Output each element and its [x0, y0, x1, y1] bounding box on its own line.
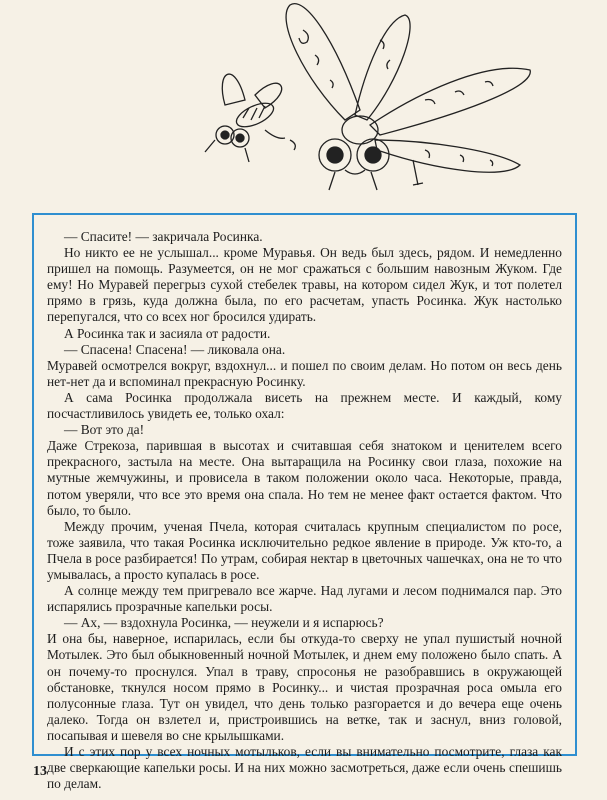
paragraph: А сама Росинка продолжала висеть на прежнем месте. И каждый, кому посчастливилось увидеть ее, только охал:: [47, 389, 562, 422]
paragraph: — Вот это да!: [64, 422, 145, 438]
paragraph: А солнце между тем пригревало все жарче. Над лугами и лесом поднимался пар. Это испарялись прозрачные капельки росы.: [47, 583, 562, 615]
paragraph: — Спасите! — закричала Росинка.: [64, 229, 263, 244]
paragraph: И она бы, наверное, испарилась, если бы откуда-то сверху не упал пушистый ночной Мотылек. Это был обыкновенный ночной Мотылек, и днем ему положено было спать. А он почему-то проснулся. Упал в траву, спросонья не разобравшись в окружающей обстановке, ткнулся носом прямо в Росинку... и чистая прозрачная роса омыла его полусонные глаза. Тут он увидел, что день только разгорается и до вечера еще очень далеко. Тогда он взлетел и, пристроившись на ветке, так и заснул, вниз головой, посапывая и шевеля во сне крылышками.: [47, 631, 562, 743]
story-text: [47, 229, 562, 792]
paragraph: Муравей осмотрелся вокруг, вздохнул... и пошел по своим делам. Но потом он весь день нет-нет да и вспоминал прекрасную Росинку.: [47, 357, 562, 389]
paragraph: — Ах, — вздохнула Росинка, — неужели и я испарюсь?: [64, 615, 384, 631]
paragraph: Между прочим, ученая Пчела, которая считалась крупным специалистом по росе, тоже заявила, что такая Росинка исключительно редкое явление в природе. Уж кто-то, а Пчела в росе разбирается! По утрам, собирая нектар в цветочных чашечках, она не то что умывалась, а просто купалась в росе.: [47, 518, 562, 582]
paragraph: — Спасена! Спасена! — ликовала она.: [64, 341, 286, 357]
insects-illustration: [185, 0, 545, 200]
paragraph: И с этих пор у всех ночных мотыльков, если вы внимательно посмотрите, глаза как две сверкающие капельки росы. И на них можно засмотреться, даже если очень спешишь по делам.: [47, 744, 562, 792]
page-number: 13: [33, 764, 47, 779]
bee-icon: [205, 74, 295, 162]
paragraph: Даже Стрекоза, парившая в высотах и считавшая себя знатоком и ценителем всего прекрасного, застыла на месте. Она вытаращила на Росинку свои глаза, похожие на мутные жемчужины, и провисела в таком положении около часа. Некоторые, правда, потом уверяли, что все это время она спала. Но тем не менее факт остается фактом. Что было, то было.: [47, 438, 562, 518]
paragraph: А Росинка так и засияла от радости.: [64, 325, 271, 341]
dragonfly-icon: [286, 4, 530, 190]
paragraph: Но никто ее не услышал... кроме Муравья. Он ведь был здесь, рядом. И немедленно пришел на помощь. Разумеется, он не мог сражаться с большим навозным Жуком. Где ему! Но Муравей перегрыз сухой стебелек травы, на котором сидел Жук, и тот полетел прямо в грязь, куда должна была, по его расчетам, упасть Росинка. Жук настолько перепугался, что со всех ног бросился удирать.: [47, 245, 562, 325]
